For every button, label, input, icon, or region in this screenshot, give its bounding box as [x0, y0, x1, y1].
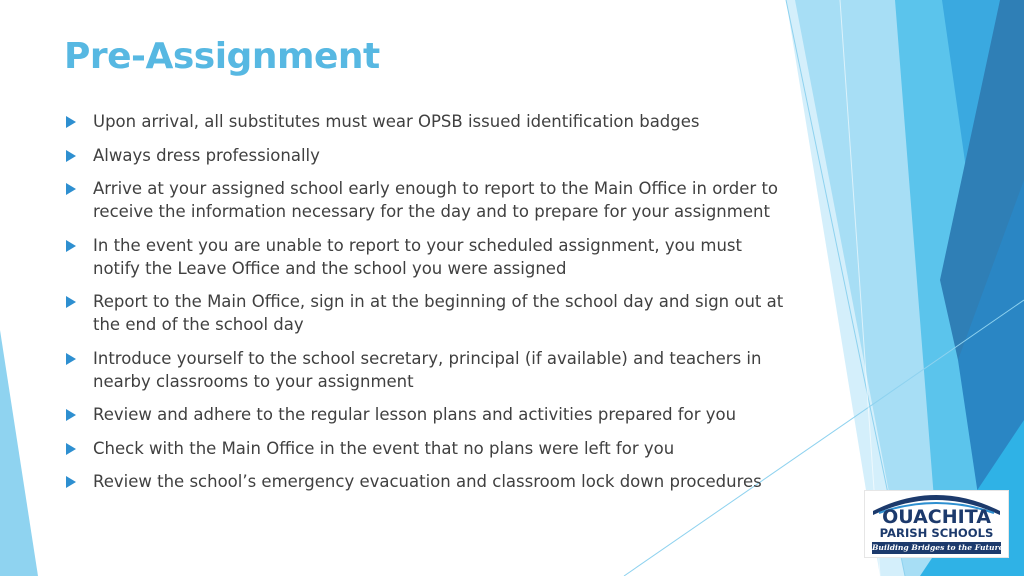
bullet-arrow-icon: [66, 116, 76, 128]
left-accent-shape: [0, 330, 38, 576]
list-item: [64, 144, 784, 167]
list-item: [64, 177, 784, 223]
bullet-text: In the event you are unable to report to your scheduled assignment, you must notify the Leave Office and the school you were assigned: [93, 235, 742, 278]
list-item: [64, 110, 784, 133]
bullet-arrow-icon: [66, 443, 76, 455]
bullet-arrow-icon: [66, 150, 76, 162]
bullet-text: Introduce yourself to the school secretary, principal (if available) and teachers in nearby classrooms to your assignment: [93, 348, 762, 391]
bullet-arrow-icon: [66, 353, 76, 365]
logo-tagline: Building Bridges to the Future: [872, 543, 1004, 552]
bullet-text: Check with the Main Office in the event that no plans were left for you: [93, 438, 675, 458]
list-item: [64, 403, 784, 426]
bullet-arrow-icon: [66, 240, 76, 252]
bullet-arrow-icon: [66, 296, 76, 308]
bullet-text: Upon arrival, all substitutes must wear OPSB issued identification badges: [93, 112, 700, 131]
logo-line1: OUACHITA: [882, 506, 991, 528]
list-item: [64, 347, 784, 393]
bullet-arrow-icon: [66, 183, 76, 195]
bullet-text: Review and adhere to the regular lesson plans and activities prepared for you: [93, 405, 737, 424]
bullet-text: Review the school’s emergency evacuation and classroom lock down procedures: [93, 472, 762, 491]
bullet-text: Arrive at your assigned school early enough to report to the Main Office in order to receive the information necessary for the day and to prepare for your assignment: [93, 179, 779, 221]
list-item: [64, 470, 784, 493]
bullet-list: [64, 110, 784, 504]
list-item: [64, 437, 784, 460]
list-item: [64, 290, 784, 336]
bullet-text: Report to the Main Office, sign in at the beginning of the school day and sign out at the end of the school day: [93, 292, 784, 334]
bullet-arrow-icon: [66, 409, 76, 421]
bullet-arrow-icon: [66, 476, 76, 488]
slide-title: Pre-Assignment: [64, 36, 380, 77]
logo-line2: PARISH SCHOOLS: [879, 526, 994, 540]
bullet-text: Always dress professionally: [93, 145, 320, 165]
list-item: [64, 234, 784, 280]
ouachita-parish-schools-logo: [864, 490, 1009, 558]
